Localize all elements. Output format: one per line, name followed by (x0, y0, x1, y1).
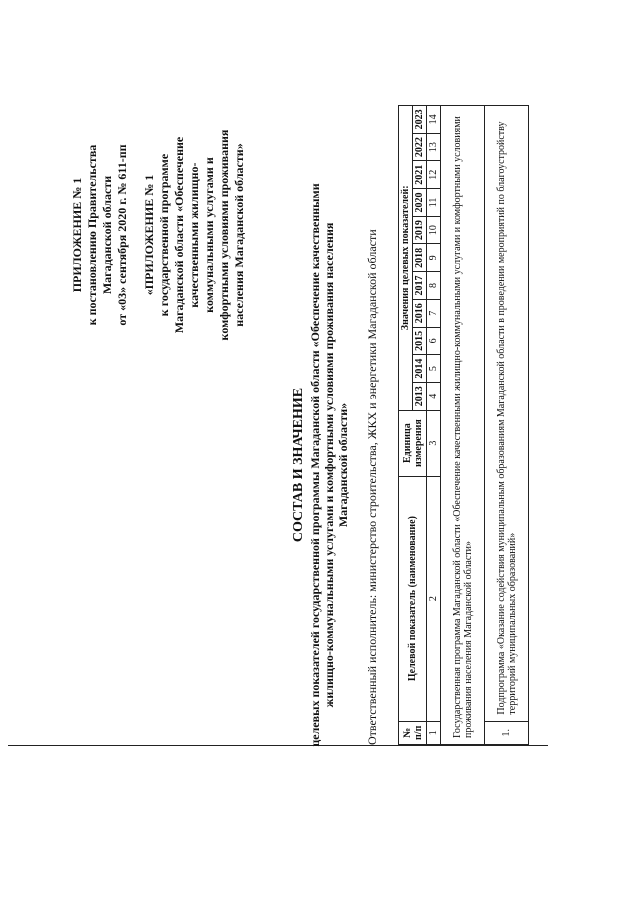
header-line: коммунальными услугами и (202, 157, 216, 313)
header-line: населения Магаданской области» (232, 143, 246, 327)
year-cell: 2020 (413, 189, 427, 217)
appendix-header (70, 70, 247, 400)
column-number: 9 (427, 244, 441, 272)
column-number: 10 (427, 216, 441, 244)
year-cell: 2022 (413, 133, 427, 161)
appendix-title: ПРИЛОЖЕНИЕ № 1 (70, 177, 84, 293)
rotated-page-content (70, 60, 570, 880)
column-number: 3 (427, 410, 441, 476)
column-number: 7 (427, 299, 441, 327)
year-cell: 2015 (413, 327, 427, 355)
col-unit-header: Единица измерения (399, 410, 427, 476)
column-number: 12 (427, 161, 441, 189)
year-cell: 2019 (413, 216, 427, 244)
program-row-text: Государственная программа Магаданской области «Обеспечение качественными жилищно-коммунальными услугами и комфортными условиями проживания населения Магаданской области» (441, 106, 485, 745)
decree-reference: от «03» сентября 2020 г. № 611-пп (115, 144, 129, 326)
header-line: Магаданской области «Обеспечение (172, 136, 186, 334)
header-line: качественными жилищно- (187, 162, 201, 308)
column-number: 13 (427, 133, 441, 161)
indicators-table (398, 105, 529, 745)
program-row (441, 106, 485, 745)
document-title (292, 145, 350, 785)
column-number: 8 (427, 272, 441, 300)
header-line: комфортными условиями проживания (217, 129, 231, 341)
year-cell: 2018 (413, 244, 427, 272)
year-cell: 2023 (413, 106, 427, 134)
year-cell: 2014 (413, 355, 427, 383)
responsible-executor: Ответственный исполнитель: министерство строительства, ЖКХ и энергетики Магаданской области (365, 229, 379, 745)
column-number: 1 (427, 721, 441, 744)
column-number: 5 (427, 355, 441, 383)
subprogram-text: Подпрограмма «Оказание содействия муниципальным образованиям Магаданской области в проведении мероприятий по благоустройству территорий муниципальных образований» (485, 106, 529, 722)
header-line: к постановлению Правительства (85, 144, 99, 326)
year-cell: 2021 (413, 161, 427, 189)
header-line: к государственной программе (157, 153, 171, 317)
column-number: 4 (427, 382, 441, 410)
year-cell: 2013 (413, 382, 427, 410)
title-subline: Магаданской области» (336, 402, 350, 528)
title-main: СОСТАВ И ЗНАЧЕНИЕ (291, 387, 306, 543)
column-number: 14 (427, 106, 441, 134)
title-subline: жилищно-коммунальными услугами и комфортными условиями проживания населения (322, 222, 336, 708)
column-number: 11 (427, 189, 441, 217)
table-header-row (399, 106, 413, 745)
col-no-header: № п/п (399, 721, 427, 744)
column-number: 2 (427, 476, 441, 721)
column-number-row (427, 106, 441, 745)
subprogram-number: 1. (485, 721, 529, 744)
subprogram-row (485, 106, 529, 745)
year-cell: 2016 (413, 299, 427, 327)
header-line: Магаданской области (100, 175, 114, 295)
appendix-title-2: «ПРИЛОЖЕНИЕ № 1 (142, 174, 156, 296)
col-name-header: Целевой показатель (наименование) (399, 476, 427, 721)
column-number: 6 (427, 327, 441, 355)
year-cell: 2017 (413, 272, 427, 300)
title-subline: целевых показателей государственной программы Магаданской области «Обеспечение качественными (308, 183, 322, 747)
col-values-header: Значения целевых показателей: (399, 106, 413, 411)
